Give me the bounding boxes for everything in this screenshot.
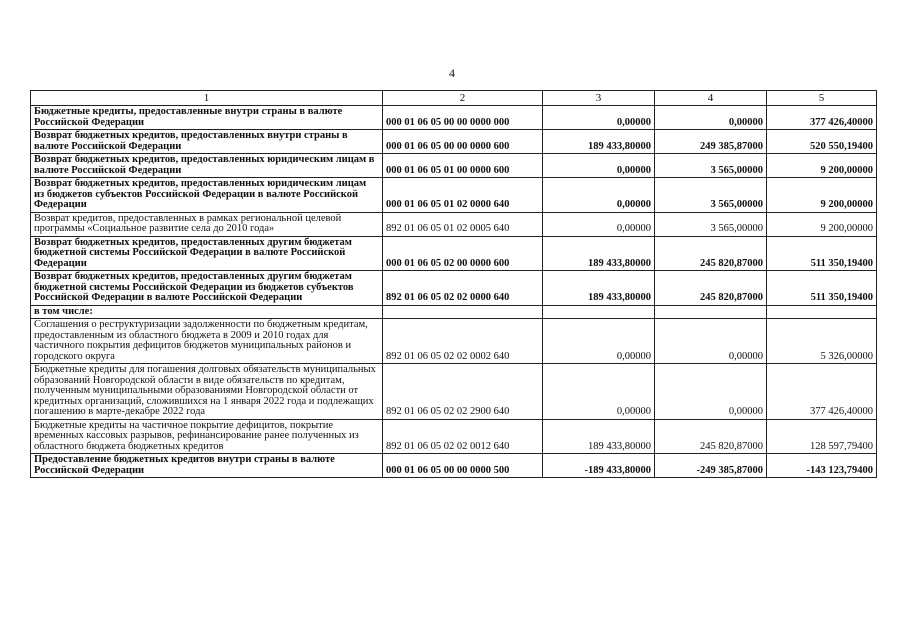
- table-row: [31, 130, 877, 154]
- row-value-col5: 128 597,79400: [767, 419, 877, 454]
- header-col-5: 5: [767, 91, 877, 106]
- row-value-col5: 520 550,19400: [767, 130, 877, 154]
- row-value-col4: 0,00000: [655, 364, 767, 420]
- row-name-cell: Возврат бюджетных кредитов, предоставленных внутри страны в валюте Российской Федерации: [31, 130, 383, 154]
- page-number: 4: [449, 66, 455, 80]
- row-value-col5: 511 350,19400: [767, 236, 877, 271]
- row-code-cell: 892 01 06 05 02 02 0002 640: [383, 319, 543, 364]
- table-row: [31, 305, 877, 319]
- table-header-row: [31, 91, 877, 106]
- row-value-col3: [543, 305, 655, 319]
- row-value-col5: 9 200,00000: [767, 178, 877, 213]
- row-value-col4: 0,00000: [655, 106, 767, 130]
- row-value-col4: 3 565,00000: [655, 154, 767, 178]
- row-code-cell: 892 01 06 05 02 02 2900 640: [383, 364, 543, 420]
- row-value-col3: 189 433,80000: [543, 419, 655, 454]
- table-row: [31, 154, 877, 178]
- row-value-col4: 245 820,87000: [655, 236, 767, 271]
- row-code-cell: 892 01 06 05 02 02 0012 640: [383, 419, 543, 454]
- table-row: [31, 271, 877, 306]
- header-col-3: 3: [543, 91, 655, 106]
- row-code-cell: 892 01 06 05 02 02 0000 640: [383, 271, 543, 306]
- row-value-col4: 0,00000: [655, 319, 767, 364]
- row-value-col3: 189 433,80000: [543, 236, 655, 271]
- row-value-col4: 245 820,87000: [655, 271, 767, 306]
- table-row: [31, 212, 877, 236]
- row-value-col4: [655, 305, 767, 319]
- row-value-col4: 3 565,00000: [655, 212, 767, 236]
- row-value-col5: 9 200,00000: [767, 154, 877, 178]
- header-col-1: 1: [31, 91, 383, 106]
- row-name-cell: Бюджетные кредиты, предоставленные внутри страны в валюте Российской Федерации: [31, 106, 383, 130]
- row-value-col3: 0,00000: [543, 319, 655, 364]
- table-row: [31, 178, 877, 213]
- row-value-col5: -143 123,79400: [767, 454, 877, 478]
- row-value-col3: 0,00000: [543, 106, 655, 130]
- row-code-cell: 000 01 06 05 00 00 0000 500: [383, 454, 543, 478]
- row-code-cell: 000 01 06 05 00 00 0000 600: [383, 130, 543, 154]
- row-value-col3: 0,00000: [543, 212, 655, 236]
- row-value-col5: [767, 305, 877, 319]
- row-value-col4: 245 820,87000: [655, 419, 767, 454]
- row-code-cell: 892 01 06 05 01 02 0005 640: [383, 212, 543, 236]
- row-value-col3: 189 433,80000: [543, 130, 655, 154]
- row-code-cell: 000 01 06 05 00 00 0000 000: [383, 106, 543, 130]
- budget-credits-table: [30, 90, 877, 478]
- row-value-col3: -189 433,80000: [543, 454, 655, 478]
- row-value-col4: 249 385,87000: [655, 130, 767, 154]
- row-value-col3: 189 433,80000: [543, 271, 655, 306]
- row-name-cell: Возврат кредитов, предоставленных в рамках региональной целевой программы «Социальное развитие села до 2010 года»: [31, 212, 383, 236]
- table-row: [31, 419, 877, 454]
- row-value-col5: 377 426,40000: [767, 106, 877, 130]
- table-row: [31, 319, 877, 364]
- row-name-cell: Соглашения о реструктуризации задолженности по бюджетным кредитам, предоставленным из областного бюджета в 2009 и 2010 годах для частичного покрытия дефицитов бюджетов муниципальных районов и городского округа: [31, 319, 383, 364]
- row-code-cell: 000 01 06 05 02 00 0000 600: [383, 236, 543, 271]
- header-col-4: 4: [655, 91, 767, 106]
- table-row: [31, 454, 877, 478]
- row-value-col3: 0,00000: [543, 154, 655, 178]
- row-value-col5: 511 350,19400: [767, 271, 877, 306]
- table-row: [31, 236, 877, 271]
- row-value-col3: 0,00000: [543, 364, 655, 420]
- table-row: [31, 106, 877, 130]
- row-code-cell: 000 01 06 05 01 00 0000 600: [383, 154, 543, 178]
- header-col-2: 2: [383, 91, 543, 106]
- row-value-col3: 0,00000: [543, 178, 655, 213]
- row-name-cell: Бюджетные кредиты на частичное покрытие дефицитов, покрытие временных кассовых разрывов, рефинансирование ранее полученных из областного бюджета бюджетных кредитов: [31, 419, 383, 454]
- row-value-col5: 9 200,00000: [767, 212, 877, 236]
- table-row: [31, 364, 877, 420]
- row-name-cell: Возврат бюджетных кредитов, предоставленных другим бюджетам бюджетной системы Российской Федерации из бюджетов субъектов Российской Федерации в валюте Российской Федерации: [31, 271, 383, 306]
- row-value-col5: 377 426,40000: [767, 364, 877, 420]
- row-value-col4: -249 385,87000: [655, 454, 767, 478]
- row-value-col4: 3 565,00000: [655, 178, 767, 213]
- row-name-cell: Возврат бюджетных кредитов, предоставленных юридическим лицам в валюте Российской Федерации: [31, 154, 383, 178]
- table-body: [31, 106, 877, 478]
- row-name-cell: Бюджетные кредиты для погашения долговых обязательств муниципальных образований Новгородской области в виде обязательств по кредитам, полученным муниципальными образованиями Новгородской области от кредитных организаций, сложившихся на 1 января 2022 года и подлежащих погашению в марте-декабре 2022 года: [31, 364, 383, 420]
- row-name-cell: Возврат бюджетных кредитов, предоставленных другим бюджетам бюджетной системы Российской Федерации в валюте Российской Федерации: [31, 236, 383, 271]
- row-value-col5: 5 326,00000: [767, 319, 877, 364]
- row-name-cell: в том числе:: [31, 305, 383, 319]
- row-code-cell: 000 01 06 05 01 02 0000 640: [383, 178, 543, 213]
- row-name-cell: Предоставление бюджетных кредитов внутри страны в валюте Российской Федерации: [31, 454, 383, 478]
- row-code-cell: [383, 305, 543, 319]
- row-name-cell: Возврат бюджетных кредитов, предоставленных юридическим лицам из бюджетов субъектов Российской Федерации в валюте Российской Федерации: [31, 178, 383, 213]
